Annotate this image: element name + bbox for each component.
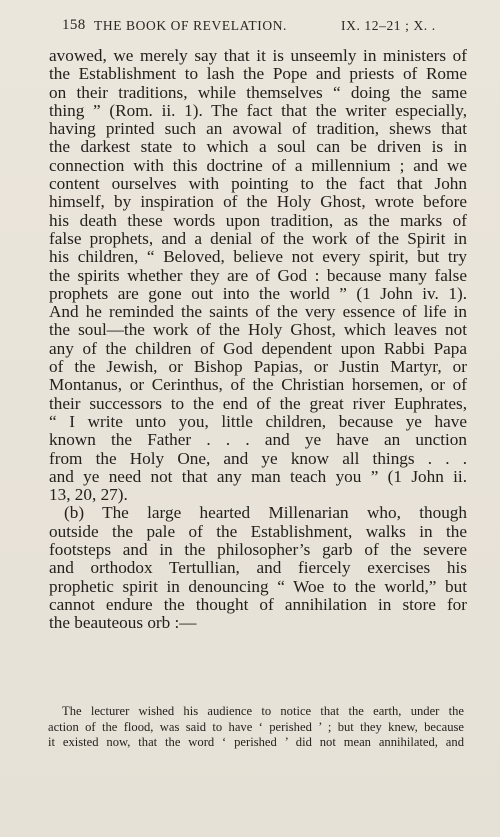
- footnote-line: it existed now, that the word ‘ perished ’ did not mean annihilated, and: [48, 735, 464, 749]
- text-line: Montanus, or Cerinthus, of the Christian horsemen, or of: [49, 375, 467, 395]
- text-line: false prophets, and a denial of the work of the Spirit in: [49, 228, 467, 248]
- text-line: himself, by inspiration of the Holy Ghost, wrote before: [49, 192, 467, 212]
- footnote: [48, 704, 464, 751]
- text-line: cannot endure the thought of annihilation in store for: [49, 594, 467, 614]
- text-line: and ye need not that any man teach you ” (1 John ii.: [49, 466, 467, 486]
- text-line: of the Jewish, or Bishop Papias, or Justin Martyr, or: [49, 357, 467, 377]
- text-line: thing ” (Rom. ii. 1). The fact that the writer especially,: [49, 100, 467, 120]
- footnote-line: The lecturer wished his audience to notice that the earth, under the: [62, 704, 464, 718]
- text-line: the Establishment to lash the Pope and priests of Rome: [49, 64, 467, 84]
- text-line: connection with this doctrine of a millennium ; and we: [49, 155, 467, 175]
- text-line: on their traditions, while themselves “ doing the same: [49, 82, 467, 102]
- text-line: the darkest state to which a soul can be driven is in: [49, 137, 467, 157]
- body-text: [49, 47, 467, 633]
- running-head: [62, 17, 462, 37]
- footnote-line: action of the flood, was said to have ‘ perished ’ ; but they knew, because: [48, 719, 464, 734]
- text-line: having printed such an avowal of tradition, shews that: [49, 119, 467, 139]
- text-line: (b) The large hearted Millenarian who, though: [64, 503, 467, 523]
- text-line: known the Father . . . and ye have an unction: [49, 430, 467, 450]
- text-line: outside the pale of the Establishment, walks in the: [49, 521, 467, 541]
- text-line: prophets are gone out into the world ” (1 John iv. 1).: [49, 283, 467, 303]
- text-line: content ourselves with pointing to the fact that John: [49, 174, 467, 194]
- chapter-reference: IX. 12–21 ; X. .: [341, 18, 436, 33]
- text-line: prophetic spirit in denouncing “ Woe to the world,” but: [49, 576, 467, 596]
- text-line: the soul—the work of the Holy Ghost, which leaves not: [49, 320, 467, 340]
- text-line: the spirits whether they are of God : because many false: [49, 265, 467, 285]
- text-line: their successors to the end of the great river Euphrates,: [49, 393, 467, 413]
- text-line: And he reminded the saints of the very essence of life in: [49, 302, 467, 322]
- text-line: from the Holy One, and ye know all things . . .: [49, 448, 467, 468]
- page-number: 158: [62, 17, 86, 33]
- text-line: “ I write unto you, little children, because ye have: [49, 411, 467, 431]
- text-line: and orthodox Tertullian, and fiercely exercises his: [49, 558, 467, 578]
- text-line: 13, 20, 27).: [49, 485, 128, 505]
- text-line: any of the children of God dependent upon Rabbi Papa: [49, 338, 467, 358]
- text-line: his death these words upon tradition, as the marks of: [49, 210, 467, 230]
- text-line: the beauteous orb :—: [49, 613, 197, 633]
- text-line: his children, “ Beloved, believe not every spirit, but try: [49, 247, 467, 267]
- book-title: THE BOOK OF REVELATION.: [94, 18, 288, 33]
- text-line: avowed, we merely say that it is unseemly in ministers of: [49, 46, 467, 65]
- text-line: footsteps and in the philosopher’s garb of the severe: [49, 540, 467, 560]
